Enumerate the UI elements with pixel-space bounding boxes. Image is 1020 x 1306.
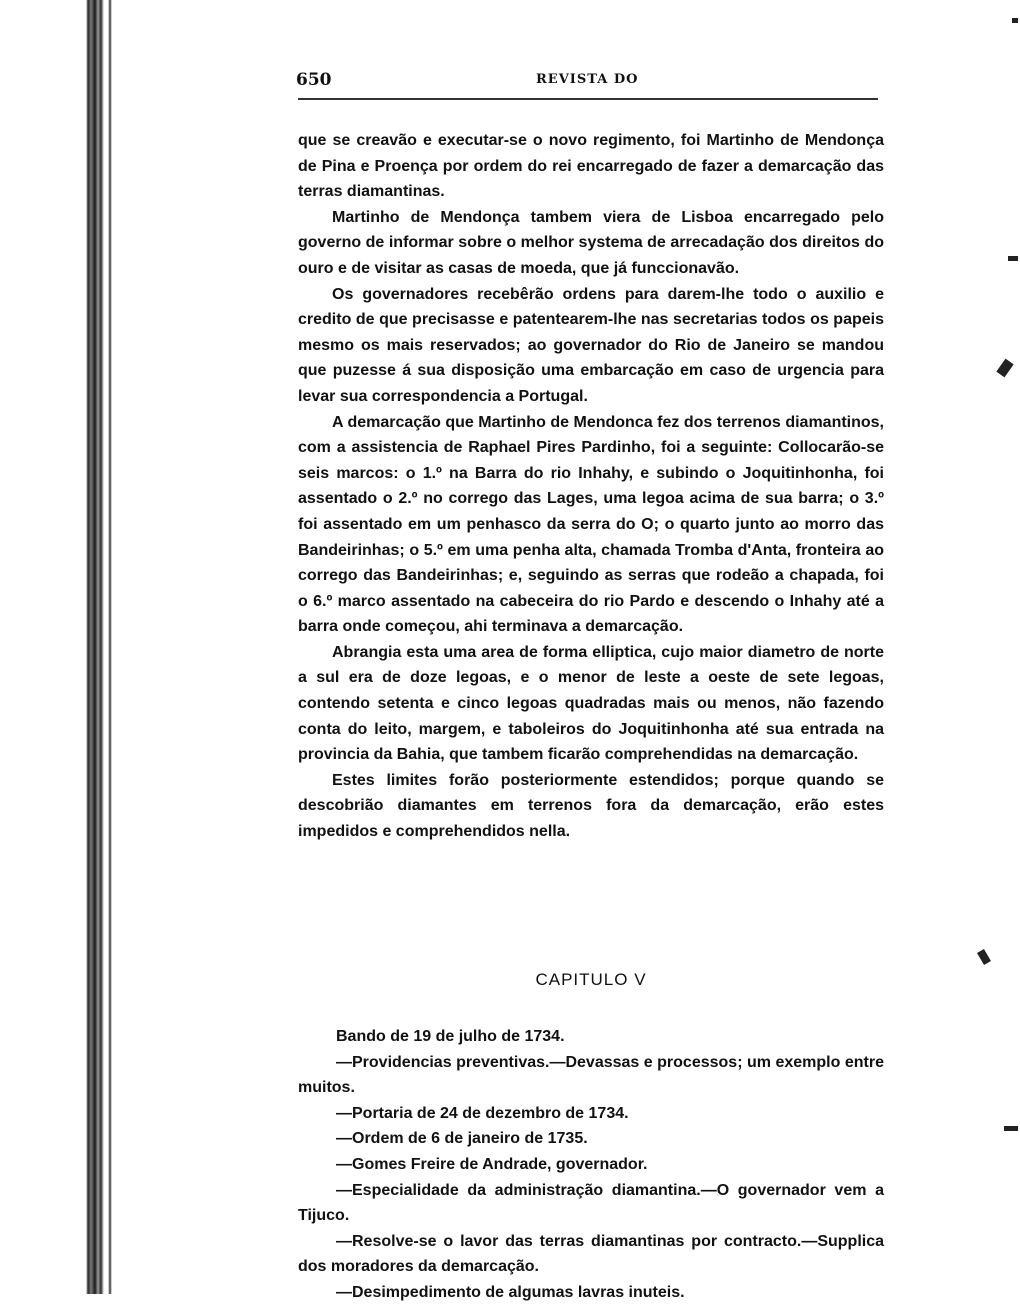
paragraph: Martinho de Mendonça tambem viera de Lisboa encarregado pelo governo de informar sobre o melhor systema de arrecadação dos direitos do ouro e de visitar as casas de moeda, que já funccionavão. <box>298 208 884 277</box>
header-rule <box>298 98 878 102</box>
scan-speck <box>977 949 991 965</box>
page-number: 650 <box>296 70 332 90</box>
paragraph: que se creavão e executar-se o novo regimento, foi Martinho de Mendonça de Pina e Proença por ordem do rei encarregado de fazer a demarcação das terras diamantinas. <box>298 132 884 201</box>
summary-item: —Ordem de 6 de janeiro de 1735. <box>336 1130 588 1148</box>
paragraph: Os governadores recebêrão ordens para darem-lhe todo o auxilio e credito de que precisasse e patentearem-lhe nas secretarias todos os papeis mesmo os mais reservados; ao governador do Rio de Janeiro se mandou que puzesse á sua disposição uma embarcação em caso de urgencia para levar sua correspondencia a Portugal. <box>298 285 884 405</box>
summary-item: —Resolve-se o lavor das terras diamantinas por contracto.—Supplica dos moradores da demarcação. <box>298 1232 884 1276</box>
chapter-title: CAPITULO V <box>535 970 647 989</box>
chapter-summary <box>298 1024 884 1306</box>
summary-item: —Desimpedimento de algumas lavras inuteis. <box>336 1283 685 1301</box>
summary-item: —Portaria de 24 de dezembro de 1734. <box>336 1104 629 1122</box>
page-header <box>296 70 880 96</box>
summary-item: Bando de 19 de julho de 1734. <box>336 1028 565 1045</box>
book-binding-edge <box>0 0 118 1294</box>
paragraph: Abrangia esta uma area de forma elliptica, cujo maior diametro de norte a sul era de doze legoas, e o menor de leste a oeste de sete legoas, contendo setenta e cinco legoas quadradas mais ou menos, não fazendo conta do leito, margem, e taboleiros do Joquitinhonha até sua entrada na provincia da Bahia, que tambem ficarão comprehendidas na demarcação. <box>298 643 884 764</box>
summary-item: —Especialidade da administração diamantina.—O governador vem a Tijuco. <box>298 1181 884 1225</box>
summary-item: —Providencias preventivas.—Devassas e processos; um exemplo entre muitos. <box>298 1053 884 1097</box>
scan-speck <box>996 359 1013 378</box>
body-text <box>298 128 884 845</box>
scan-speck <box>1008 256 1018 261</box>
paragraph: Estes limites forão posteriormente estendidos; porque quando se descobrião diamantes em terrenos fora da demarcação, erão estes impedidos e comprehendidos nella. <box>298 771 884 841</box>
summary-item: —Gomes Freire de Andrade, governador. <box>336 1155 648 1173</box>
scan-speck <box>1004 1126 1018 1131</box>
scan-speck <box>1012 18 1018 23</box>
running-head: REVISTA DO <box>536 72 639 87</box>
paragraph: A demarcação que Martinho de Mendonca fez dos terrenos diamantinos, com a assistencia de Raphael Pires Pardinho, foi a seguinte: Collocarão-se seis marcos: o 1.º na Barra do rio Inhahy, e subindo o Joquitinhonha, foi assentado o 2.º no corrego das Lages, uma legoa acima de sua barra; o 3.º foi assentado em um penhasco da serra do O; o quarto junto ao morro das Bandeirinhas; o 5.º em uma penha alta, chamada Tromba d'Anta, fronteira ao corrego das Bandeirinhas; e, seguindo as serras que rodeão a chapada, foi o 6.º marco assentado na cabeceira do rio Pardo e descendo o Inhahy até a barra onde começou, ahi terminava a demarcação. <box>298 413 884 636</box>
